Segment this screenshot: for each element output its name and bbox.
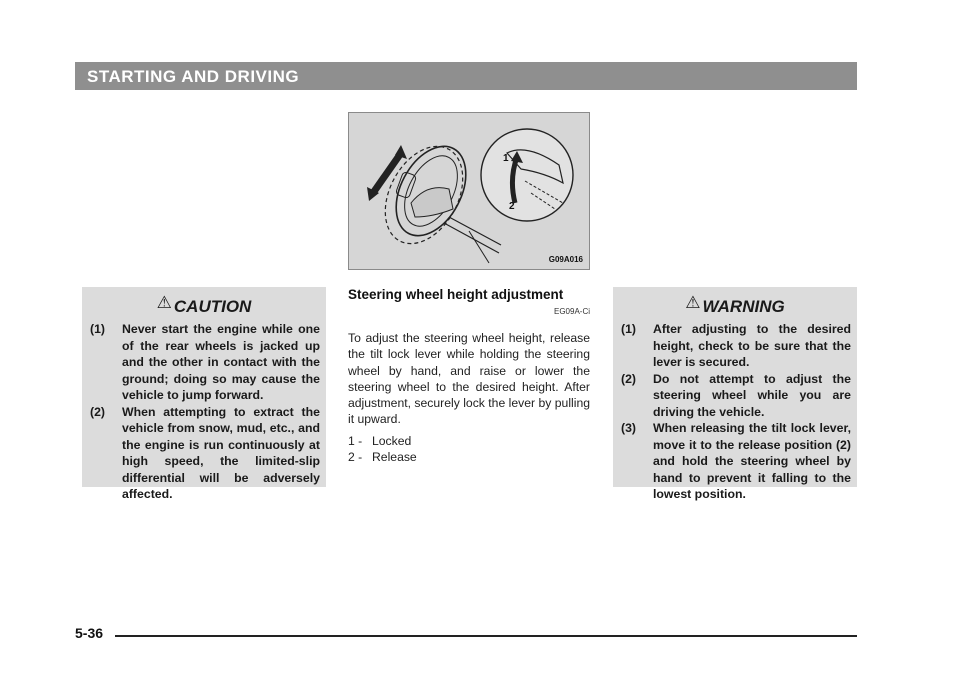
warning-item-text: After adjusting to the desired height, check to be sure that the lever is secured. [653,322,851,369]
section-header-bar [75,62,857,90]
warning-triangle-icon: ⚠ [685,293,701,312]
section-body: To adjust the steering wheel height, release the tilt lock lever while holding the steering wheel by hand, and raise or lower the steering wheel to the desired height. After adjustment, securely lock the lever by pulling it upward. [348,331,590,427]
legend-item [348,433,417,449]
section-header-title: STARTING AND DRIVING [87,67,300,86]
warning-item-text: Do not attempt to adjust the steering wheel while you are driving the vehicle. [653,371,851,419]
caution-item [90,404,320,503]
legend-label: Locked [372,434,412,448]
page-number: 5-36 [75,625,104,641]
caution-title: CAUTION [173,297,252,316]
legend-item [348,449,417,465]
callout-1: 1 [503,153,509,164]
caution-list [90,321,320,503]
figure-legend [348,433,417,466]
warning-item [621,420,851,503]
caution-item-text: Never start the engine while one of the rear wheels is jacked up and the other in contact with the ground; doing so may cause the vehicle to jump forward. [122,322,320,402]
warning-item-number: (2) [621,371,637,386]
warning-title: WARNING [702,297,785,316]
caution-item [90,321,320,404]
warning-list [621,321,851,503]
warning-triangle-icon: ⚠ [156,293,172,312]
footer-rule [115,635,857,637]
warning-heading [613,293,857,317]
section-code: EG09A-Ci [553,307,590,316]
steering-wheel-drawing [349,113,589,269]
warning-item-text: When releasing the tilt lock lever, move it to the release position (2) and hold the steering wheel by hand to prevent it falling to the lowest position. [653,421,851,501]
steering-wheel-illustration [348,112,590,270]
warning-item-number: (3) [621,421,637,435]
callout-2: 2 [509,201,515,212]
caution-item-number: (2) [90,404,106,419]
legend-number: 1 - [348,434,363,448]
legend-label: Release [372,450,417,465]
section-title: Steering wheel height adjustment [348,287,564,302]
legend-number: 2 - [348,450,363,465]
caution-item-text: When attempting to extract the vehicle from snow, mud, etc., and the engine is run continuously at high speed, the limited-slip differential will be adversely affected. [122,404,320,501]
caution-item-number: (1) [90,322,106,336]
figure-code: G09A016 [548,255,583,264]
warning-item-number: (1) [621,322,637,336]
warning-box [613,287,857,501]
caution-box [82,287,326,501]
warning-item [621,321,851,371]
caution-heading [82,293,326,317]
warning-item [621,371,851,421]
